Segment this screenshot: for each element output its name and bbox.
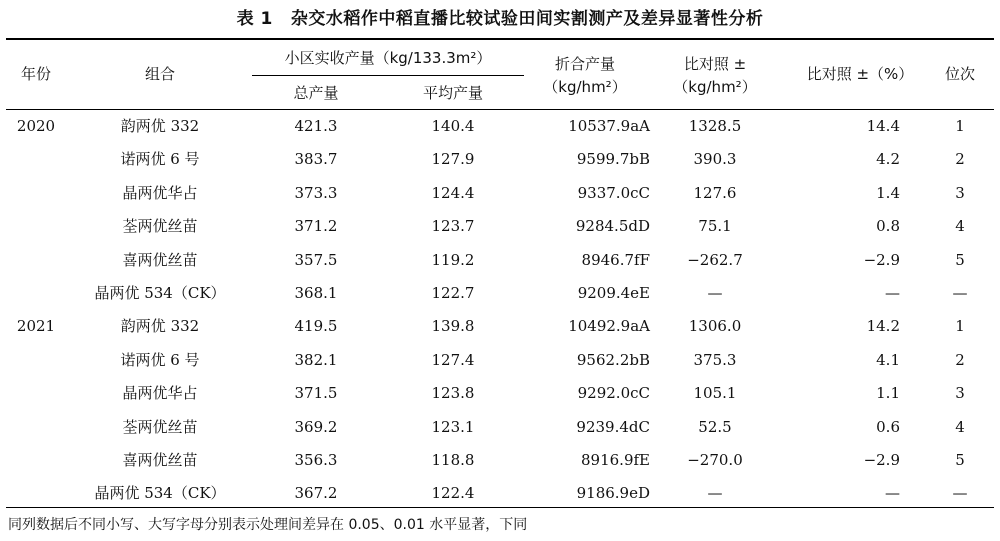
cell-total-yield: 371.2 [294, 217, 338, 235]
cell-diff-pct: −2.9 [863, 451, 900, 469]
cell-converted-yield: 9186.9eD [576, 484, 650, 502]
cell-diff: 1328.5 [688, 117, 742, 135]
cell-combo: 晶两优华占 [122, 384, 198, 402]
cell-total-yield: 367.2 [294, 484, 338, 502]
cell-converted-yield: 9599.7bB [576, 150, 650, 168]
cell-combo: 诺两优 6 号 [120, 351, 200, 369]
cell-total-yield: 356.3 [294, 451, 338, 469]
cell-rank: 2 [955, 351, 965, 369]
cell-diff-pct: 4.1 [876, 351, 900, 369]
cell-converted-yield: 9239.4dC [576, 418, 650, 436]
cell-rank: 5 [955, 251, 965, 269]
cell-rank: 1 [955, 317, 965, 335]
cell-diff: −270.0 [687, 451, 743, 469]
table-footnote: 同列数据后不同小写、大写字母分别表示处理间差异在 0.05、0.01 水平显著，下同 [8, 517, 528, 533]
cell-diff-pct: 14.4 [866, 117, 900, 135]
cell-diff: — [707, 284, 723, 302]
cell-average-yield: 127.9 [431, 150, 475, 168]
cell-rank: 5 [955, 451, 965, 469]
table-title [0, 4, 1000, 29]
cell-diff-pct: 0.6 [876, 418, 900, 436]
cell-average-yield: 123.8 [431, 384, 475, 402]
cell-total-yield: 371.5 [294, 384, 338, 402]
cell-combo: 韵两优 332 [120, 117, 200, 135]
header-converted-unit: （kg/hm²） [543, 78, 627, 96]
header-year: 年份 [20, 65, 51, 83]
cell-diff-pct: 1.4 [876, 184, 900, 202]
cell-year: 2021 [16, 317, 56, 335]
cell-diff: 52.5 [698, 418, 732, 436]
cell-diff-pct: 1.1 [876, 384, 900, 402]
cell-diff: 127.6 [693, 184, 737, 202]
header-rank: 位次 [944, 65, 975, 83]
table-caption: 杂交水稻作中稻直播比较试验田间实割测产及差异显著性分析 [290, 9, 764, 29]
cell-rank: 1 [955, 117, 965, 135]
top-rule [6, 38, 994, 40]
cell-rank: — [952, 284, 968, 302]
cell-total-yield: 383.7 [294, 150, 338, 168]
cell-diff-pct: −2.9 [863, 251, 900, 269]
cell-average-yield: 123.7 [431, 217, 475, 235]
header-diff-pct: 比对照 ±（%） [806, 65, 914, 83]
header-plot-yield: 小区实收产量（kg/133.3m²） [284, 49, 492, 67]
cell-rank: 4 [955, 418, 965, 436]
bottom-rule [6, 507, 994, 508]
cell-combo: 晶两优 534（CK） [94, 284, 226, 302]
cell-average-yield: 122.4 [431, 484, 475, 502]
cell-total-yield: 357.5 [294, 251, 338, 269]
cell-combo: 荃两优丝苗 [122, 418, 198, 436]
cell-converted-yield: 9337.0cC [577, 184, 650, 202]
cell-diff: 75.1 [698, 217, 732, 235]
cell-total-yield: 419.5 [294, 317, 338, 335]
cell-total-yield: 368.1 [294, 284, 338, 302]
cell-diff: 1306.0 [688, 317, 742, 335]
cell-diff: 375.3 [693, 351, 737, 369]
cell-converted-yield: 10537.9aA [568, 117, 650, 135]
cell-year: 2020 [16, 117, 56, 135]
header-diff-unit: （kg/hm²） [673, 78, 757, 96]
cell-average-yield: 127.4 [431, 351, 475, 369]
cell-average-yield: 123.1 [431, 418, 475, 436]
cell-converted-yield: 9292.0cC [577, 384, 650, 402]
cell-combo: 荃两优丝苗 [122, 217, 198, 235]
cell-combo: 韵两优 332 [120, 317, 200, 335]
cell-total-yield: 382.1 [294, 351, 338, 369]
header-bottom-rule [6, 109, 994, 110]
cell-diff: 105.1 [693, 384, 737, 402]
cell-converted-yield: 9284.5dD [575, 217, 650, 235]
header-average: 平均产量 [422, 84, 483, 102]
cell-rank: — [952, 484, 968, 502]
cell-converted-yield: 8916.9fE [581, 451, 650, 469]
cell-combo: 喜两优丝苗 [122, 251, 198, 269]
header-total: 总产量 [293, 84, 339, 102]
table-number: 表 1 [236, 9, 273, 29]
cell-combo: 晶两优 534（CK） [94, 484, 226, 502]
header-converted: 折合产量 [554, 55, 615, 73]
cell-converted-yield: 9209.4eE [577, 284, 650, 302]
cell-diff: −262.7 [687, 251, 743, 269]
cell-diff-pct: — [885, 284, 900, 302]
cell-average-yield: 122.7 [431, 284, 475, 302]
cell-rank: 3 [955, 184, 965, 202]
cell-converted-yield: 10492.9aA [568, 317, 650, 335]
cell-average-yield: 118.8 [431, 451, 475, 469]
cell-diff: 390.3 [693, 150, 737, 168]
cell-diff-pct: 0.8 [876, 217, 900, 235]
cell-rank: 4 [955, 217, 965, 235]
cell-rank: 3 [955, 384, 965, 402]
cell-average-yield: 119.2 [431, 251, 475, 269]
cell-total-yield: 369.2 [294, 418, 338, 436]
cell-combo: 喜两优丝苗 [122, 451, 198, 469]
cell-diff-pct: 4.2 [876, 150, 900, 168]
cell-converted-yield: 8946.7fF [581, 251, 650, 269]
cell-combo: 晶两优华占 [122, 184, 198, 202]
cell-average-yield: 140.4 [431, 117, 475, 135]
cell-rank: 2 [955, 150, 965, 168]
cell-diff-pct: 14.2 [866, 317, 900, 335]
cell-total-yield: 373.3 [294, 184, 338, 202]
cell-diff: — [707, 484, 723, 502]
cell-average-yield: 124.4 [431, 184, 475, 202]
subheader-rule [252, 75, 524, 76]
cell-total-yield: 421.3 [294, 117, 338, 135]
cell-combo: 诺两优 6 号 [120, 150, 200, 168]
header-diff: 比对照 ± [683, 55, 747, 73]
cell-diff-pct: — [885, 484, 900, 502]
cell-converted-yield: 9562.2bB [576, 351, 650, 369]
header-combo: 组合 [144, 65, 175, 83]
cell-average-yield: 139.8 [431, 317, 475, 335]
